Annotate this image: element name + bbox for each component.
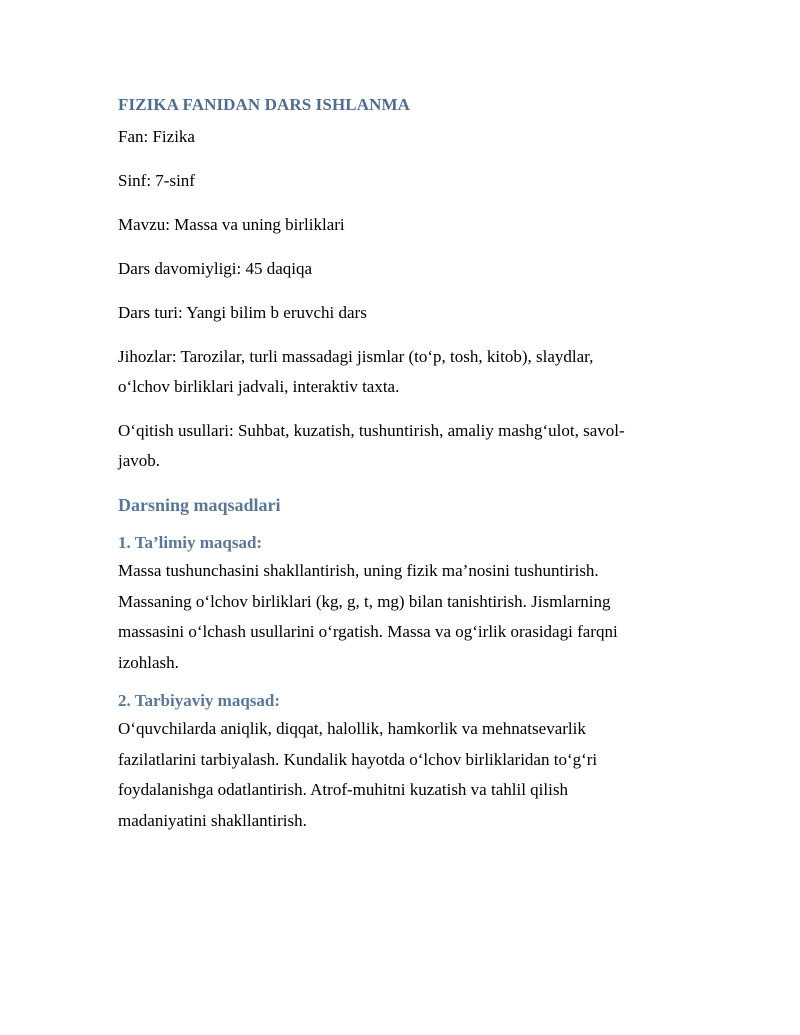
document-page (118, 94, 678, 846)
equipment-line: o‘lchov birliklari jadvali, interaktiv taxta. (118, 377, 400, 396)
goal-upbringing (118, 688, 678, 836)
equipment-line: Jihozlar: Tarozilar, turli massadagi jismlar (to‘p, tosh, kitob), slaydlar, (118, 347, 594, 366)
field-equipment (118, 342, 678, 402)
goal-educational (118, 530, 678, 678)
field-subject: Fan: Fizika (118, 127, 195, 146)
document-title: FIZIKA FANIDAN DARS ISHLANMA (118, 95, 410, 114)
field-lesson-type: Dars turi: Yangi bilim b eruvchi dars (118, 303, 367, 322)
methods-line: javob. (118, 451, 161, 470)
goal-line: fazilatlarini tarbiyalash. Kundalik hayotda o‘lchov birliklaridan to‘g‘ri (118, 749, 598, 769)
goal-line: O‘quvchilarda aniqlik, diqqat, halollik, hamkorlik va mehnatsevarlik (118, 719, 586, 738)
goal-text (118, 556, 678, 678)
field-methods (118, 416, 678, 476)
goal-heading: 2. Tarbiyaviy maqsad: (118, 691, 281, 710)
goal-text (118, 714, 678, 836)
goal-line: foydalanishga odatlantirish. Atrof-muhitni kuzatish va tahlil qilish (118, 780, 568, 799)
field-grade: Sinf: 7-sinf (118, 171, 195, 190)
field-topic: Mavzu: Massa va uning birliklari (118, 215, 345, 234)
goal-line: massasini o‘lchash usullarini o‘rgatish. Massa va og‘irlik orasidagi farqni (118, 622, 618, 641)
goal-line: Massaning o‘lchov birliklari (kg, g, t, mg) bilan tanishtirish. Jismlarning (118, 591, 611, 611)
goal-heading: 1. Ta’limiy maqsad: (118, 533, 263, 552)
section-heading-goals: Darsning maqsadlari (118, 495, 281, 515)
goal-line: madaniyatini shakllantirish. (118, 810, 307, 830)
methods-line: O‘qitish usullari: Suhbat, kuzatish, tushuntirish, amaliy mashg‘ulot, savol- (118, 421, 625, 440)
field-duration: Dars davomiyligi: 45 daqiqa (118, 259, 313, 278)
goal-line: Massa tushunchasini shakllantirish, uning fizik ma’nosini tushuntirish. (118, 561, 599, 580)
goal-line: izohlash. (118, 652, 179, 672)
